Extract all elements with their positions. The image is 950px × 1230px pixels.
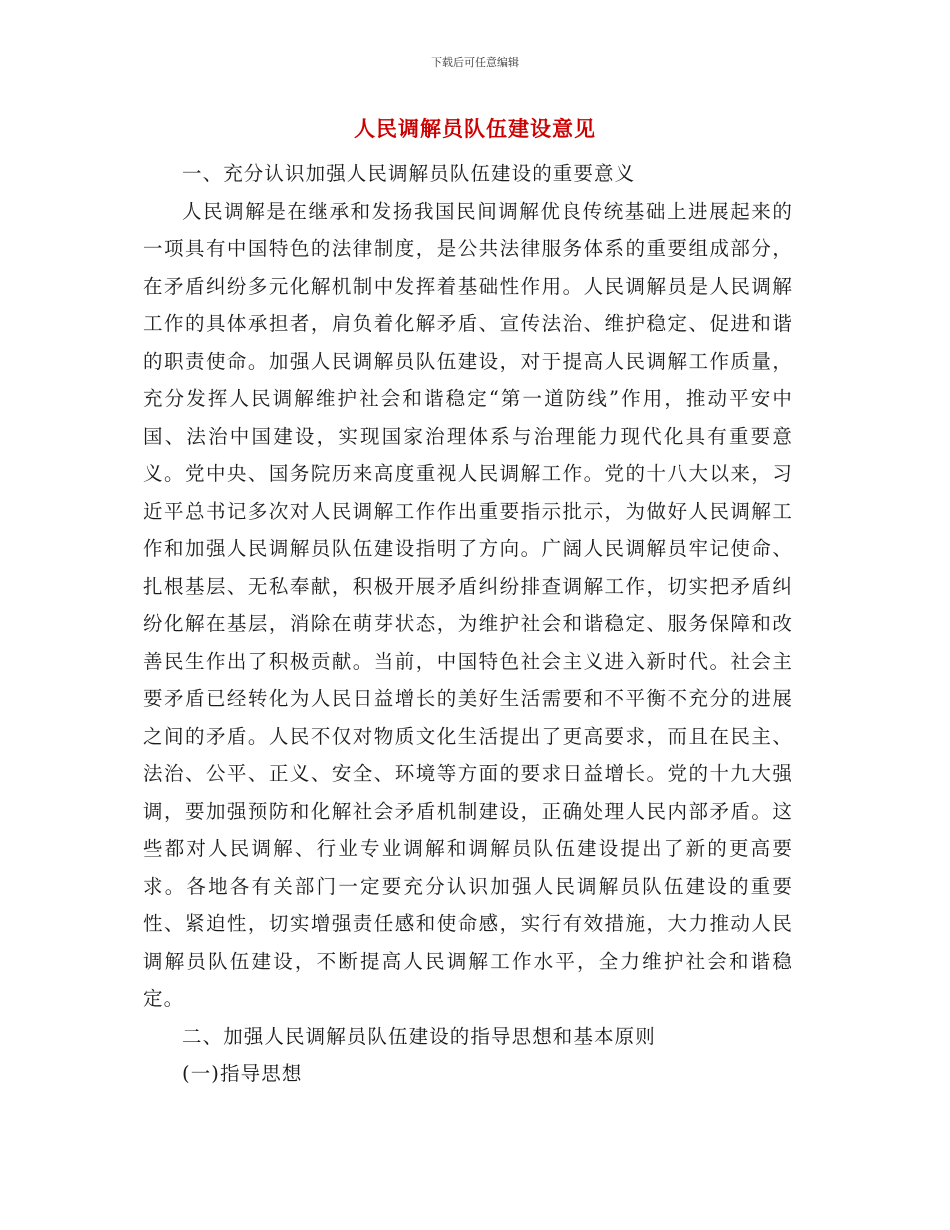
subsection-1-heading: (一)指导思想 xyxy=(182,1062,303,1085)
document-body xyxy=(143,155,793,1093)
section-2-heading: 二、加强人民调解员队伍建设的指导思想和基本原则 xyxy=(182,1024,656,1048)
document-title: 人民调解员队伍建设意见 xyxy=(354,117,596,141)
section-1-paragraph: 人民调解是在继承和发扬我国民间调解优良传统基础上进展起来的一项具有中国特色的法律制度，是公共法律服务体系的重要组成部分，在矛盾纠纷多元化解机制中发挥着基础性作用。人民调解员是人民调解工作的具体承担者，肩负着化解矛盾、宣传法治、维护稳定、促进和谐的职责使命。加强人民调解员队伍建设，对于提高人民调解工作质量，充分发挥人民调解维护社会和谐稳定“第一道防线”作用，推动平安中国、法治中国建设，实现国家治理体系与治理能力现代化具有重要意义。党中央、国务院历来高度重视人民调解工作。党的十八大以来，习近平总书记多次对人民调解工作作出重要指示批示，为做好人民调解工作和加强人民调解员队伍建设指明了方向。广阔人民调解员牢记使命、扎根基层、无私奉献，积极开展矛盾纠纷排查调解工作，切实把矛盾纠纷化解在基层，消除在萌芽状态，为维护社会和谐稳定、服务保障和改善民生作出了积极贡献。当前，中国特色社会主义进入新时代。社会主要矛盾已经转化为人民日益增长的美好生活需要和不平衡不充分的进展之间的矛盾。人民不仅对物质文化生活提出了更高要求，而且在民主、法治、公平、正义、安全、环境等方面的要求日益增长。党的十九大强调，要加强预防和化解社会矛盾机制建设，正确处理人民内部矛盾。这些都对人民调解、行业专业调解和调解员队伍建设提出了新的更高要求。各地各有关部门一定要充分认识加强人民调解员队伍建设的重要性、紧迫性，切实增强责任感和使命感，实行有效措施，大力推动人民调解员队伍建设，不断提高人民调解工作水平，全力维护社会和谐稳定。 xyxy=(143,199,793,1010)
section-1-heading: 一、充分认识加强人民调解员队伍建设的重要意义 xyxy=(182,162,636,185)
header-note: 下载后可任意编辑 xyxy=(431,56,519,69)
